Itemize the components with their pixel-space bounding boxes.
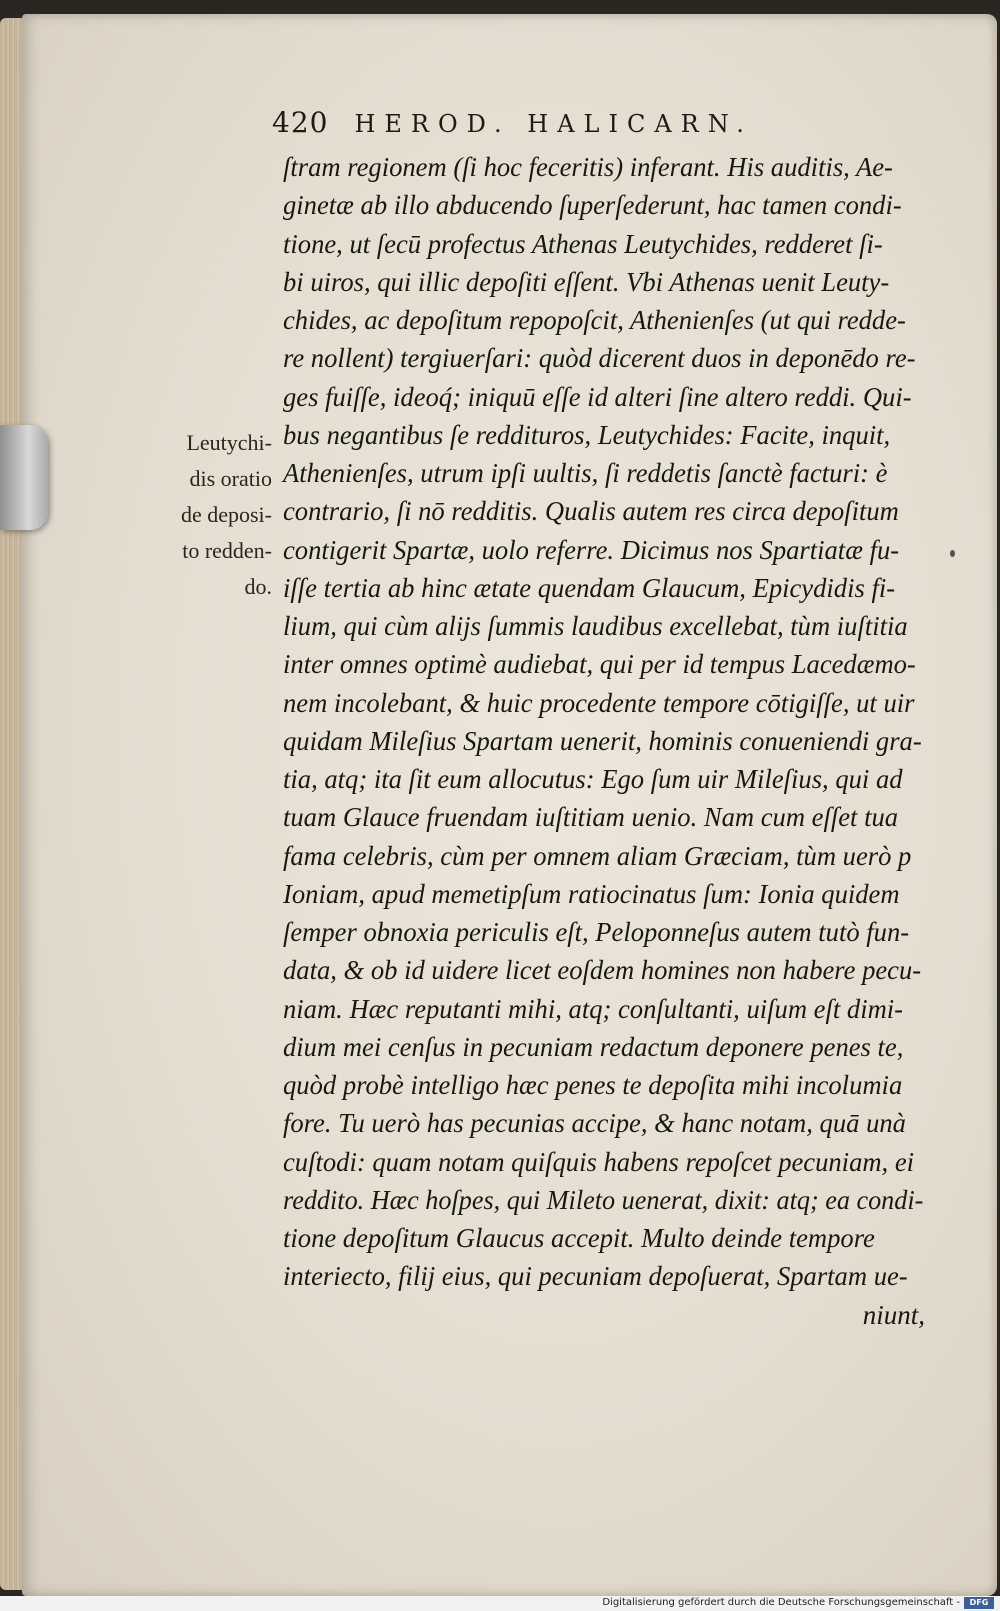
text-line: reddito. Hæc hoſpes, qui Mileto uenerat, dixit: atq; ea condi-: [283, 1184, 924, 1215]
text-line: fore. Tu uerò has pecunias accipe, & hanc notam, quā unà: [283, 1108, 906, 1139]
body-text: [283, 148, 933, 1334]
text-line: interiecto, filij eius, qui pecuniam depoſuerat, Spartam ue-: [283, 1261, 908, 1292]
text-line: nem incolebant, & huic procedente tempore cōtigiſſe, ut uir: [283, 687, 915, 718]
text-line: cuſtodi: quam notam quiſquis habens repoſcet pecuniam, ei: [283, 1146, 915, 1177]
text-line: dium mei cenſus in pecuniam redactum deponere penes te,: [283, 1031, 904, 1062]
text-line: chides, ac depoſitum repopoſcit, Athenienſes (ut qui redde-: [283, 305, 906, 335]
text-line: re nollent) tergiuerſari: quòd dicerent duos in deponēdo re-: [283, 343, 916, 374]
margin-note-line: dis oratio: [189, 466, 272, 491]
margin-note: [140, 425, 272, 605]
text-line: bi uiros, qui illic depoſiti eſſent. Vbi Athenas uenit Leuty-: [283, 266, 890, 297]
footer-bar: [0, 1596, 1000, 1611]
digitization-credit: Digitalisierung gefördert durch die Deutsche Forschungsgemeinschaft -: [602, 1597, 960, 1608]
text-line: Ioniam, apud memetipſum ratiocinatus ſum: Ionia quidem: [283, 878, 900, 909]
text-line: tione, ut ſecū profectus Athenas Leutychides, redderet ſi-: [283, 228, 883, 259]
text-line: niam. Hæc reputanti mihi, atq; conſultanti, uiſum eſt dimi-: [283, 993, 904, 1024]
text-line: bus negantibus ſe reddituros, Leutychides: Facite, inquit,: [283, 419, 891, 450]
text-line: iſſe tertia ab hinc ætate quendam Glaucum, Epicydidis fi-: [283, 572, 896, 603]
text-line: tione depoſitum Glaucus accepit. Multo deinde tempore: [283, 1223, 875, 1253]
text-line: niunt,: [862, 1299, 925, 1330]
text-line: quòd probè intelligo hæc penes te depoſita mihi incolumia: [283, 1070, 903, 1100]
ink-spot: [950, 550, 955, 557]
margin-note-line: to redden-: [182, 538, 272, 563]
text-line: ges fuiſſe, ideoq́; iniquū eſſe id alteri ſine altero reddi. Qui-: [283, 381, 912, 412]
text-line: quidam Mileſius Spartam uenerit, hominis conueniendi gra-: [283, 725, 922, 756]
margin-note-line: de deposi-: [180, 502, 272, 527]
text-line: ginetæ ab illo abducendo ſuperſederunt, hac tamen condi-: [283, 190, 902, 221]
page-number: 420: [272, 106, 329, 139]
margin-note-line: Leutychi-: [186, 430, 272, 455]
text-line: Athenienſes, utrum ipſi uultis, ſi reddetis ſanctè facturi: è: [283, 458, 888, 488]
text-line: inter omnes optimè audiebat, qui per id tempus Lacedæmo-: [283, 649, 916, 680]
text-line: fama celebris, cùm per omnem aliam Græciam, tùm uerò p: [283, 840, 912, 871]
text-line: data, & ob id uidere licet eoſdem homines non habere pecu-: [283, 955, 922, 986]
text-line: ſtram regionem (ſi hoc feceritis) inferant. His auditis, Ae-: [283, 152, 893, 182]
text-line: tuam Glauce fruendam iuſtitiam uenio. Nam cum eſſet tua: [283, 802, 899, 833]
text-line: contrario, ſi nō redditis. Qualis autem res circa depoſitum: [283, 496, 899, 527]
running-title: HEROD. HALICARN.: [354, 110, 753, 138]
dfg-logo: DFG: [964, 1597, 994, 1609]
margin-note-line: do.: [244, 574, 272, 599]
text-line: lium, qui cùm alijs ſummis laudibus excellebat, tùm iuſtitia: [283, 611, 908, 641]
text-line: contigerit Spartæ, uolo referre. Dicimus nos Spartiatæ fu-: [283, 534, 900, 565]
text-line: tia, atq; ita ſit eum allocutus: Ego ſum uir Mileſius, qui ad: [283, 764, 903, 794]
book-clip: [0, 425, 48, 530]
text-line: ſemper obnoxia periculis eſt, Peloponneſus autem tutò fun-: [283, 917, 910, 947]
running-head: [272, 106, 812, 139]
